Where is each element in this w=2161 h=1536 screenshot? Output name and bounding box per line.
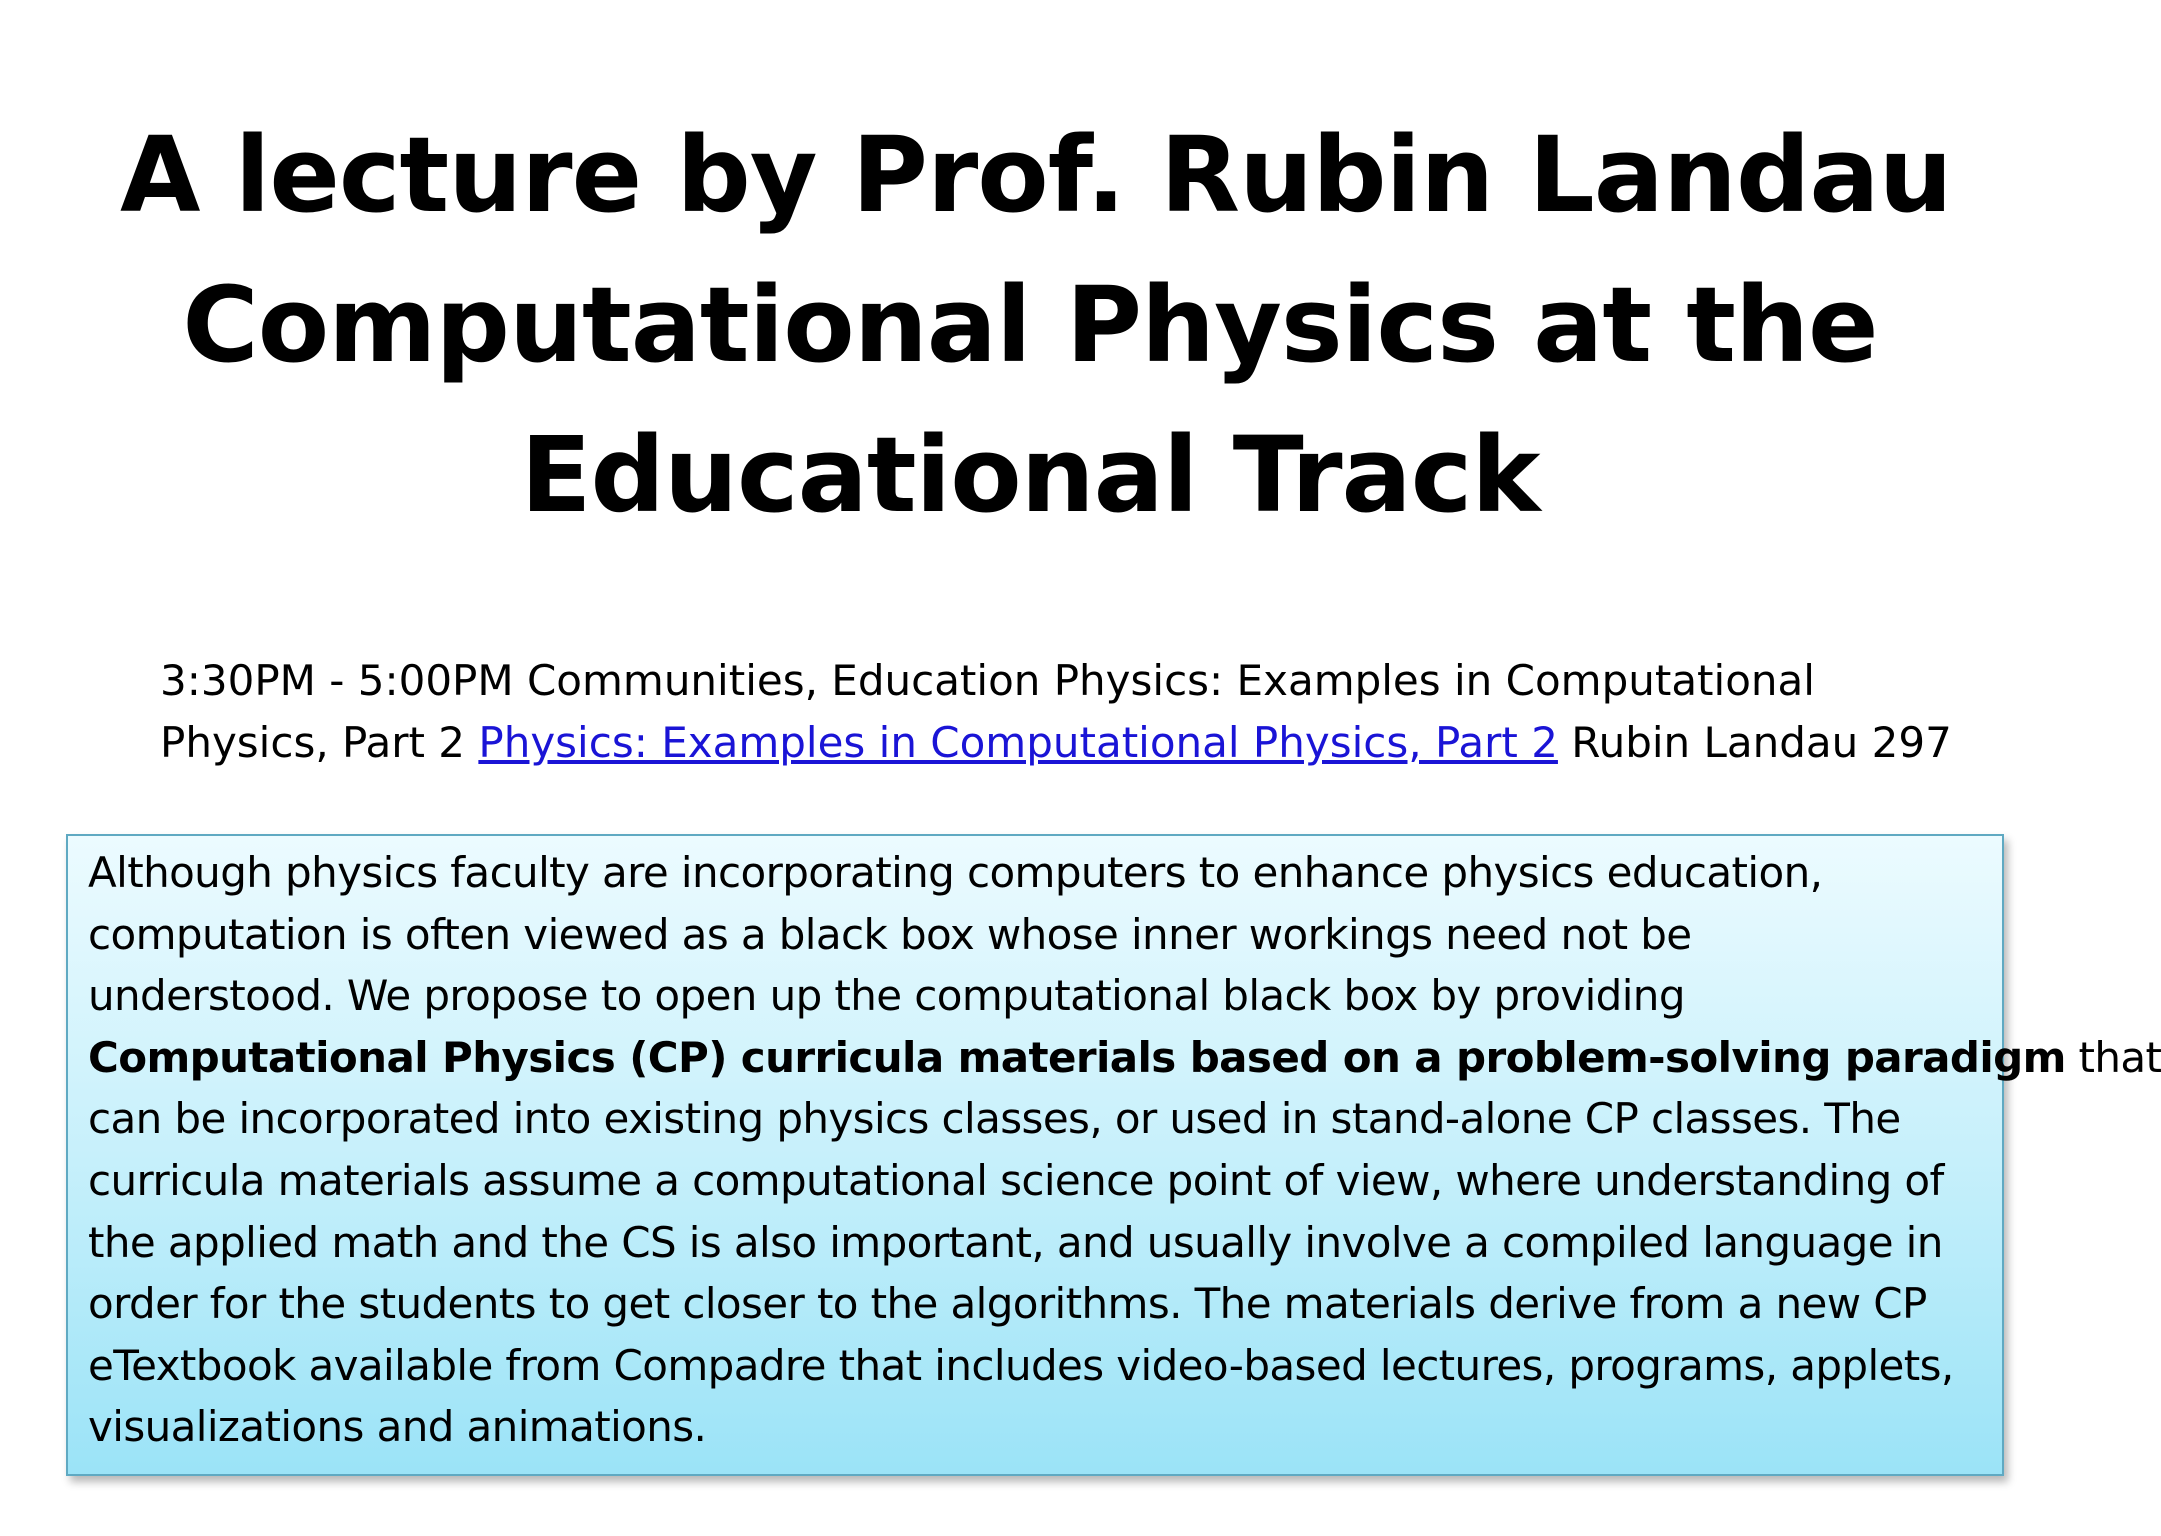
title-line-3: Educational Track — [520, 414, 1540, 536]
slide-title — [120, 100, 1952, 550]
abstract-line-5: can be incorporated into existing physics classes, or used in stand-alone CP classes. The — [88, 1094, 1901, 1144]
title-line-1: A lecture by Prof. Rubin Landau — [120, 114, 1952, 236]
abstract-line-3: understood. We propose to open up the computational black box by providing — [88, 971, 1685, 1021]
session-schedule — [160, 650, 1960, 774]
abstract-line-7: the applied math and the CS is also important, and usually involve a compiled language in — [88, 1217, 1943, 1267]
abstract-line-1: Although physics faculty are incorporating computers to enhance physics education, — [88, 848, 1823, 897]
schedule-line-2 — [160, 712, 1960, 774]
abstract-line-4 — [88, 1027, 2161, 1089]
abstract-line-10: visualizations and animations. — [88, 1402, 707, 1452]
abstract-line-2: computation is often viewed as a black box whose inner workings need not be — [88, 909, 1692, 959]
abstract-bold-phrase: Computational Physics (CP) curricula materials based on a problem-solving paradigm — [88, 1032, 2066, 1082]
title-line-2: Computational Physics at the — [182, 264, 1878, 386]
schedule-line-1: 3:30PM - 5:00PM Communities, Education Physics: Examples in Computational — [160, 656, 1815, 705]
abstract-line-9: eTextbook available from Compadre that includes video-based lectures, programs, applets, — [88, 1340, 1954, 1390]
abstract-line-8: order for the students to get closer to the algorithms. The materials derive from a new CP — [88, 1279, 1927, 1329]
session-link[interactable]: Physics: Examples in Computational Physics, Part 2 — [478, 718, 1558, 767]
abstract-line-6: curricula materials assume a computational science point of view, where understanding of — [88, 1155, 1944, 1205]
abstract-line-4-rest: that — [2065, 1032, 2161, 1082]
abstract-text — [88, 842, 2161, 1458]
schedule-line-2-prefix: Physics, Part 2 — [160, 718, 479, 767]
abstract-box — [66, 834, 2161, 1476]
schedule-line-2-suffix: Rubin Landau 297 — [1557, 718, 1952, 767]
